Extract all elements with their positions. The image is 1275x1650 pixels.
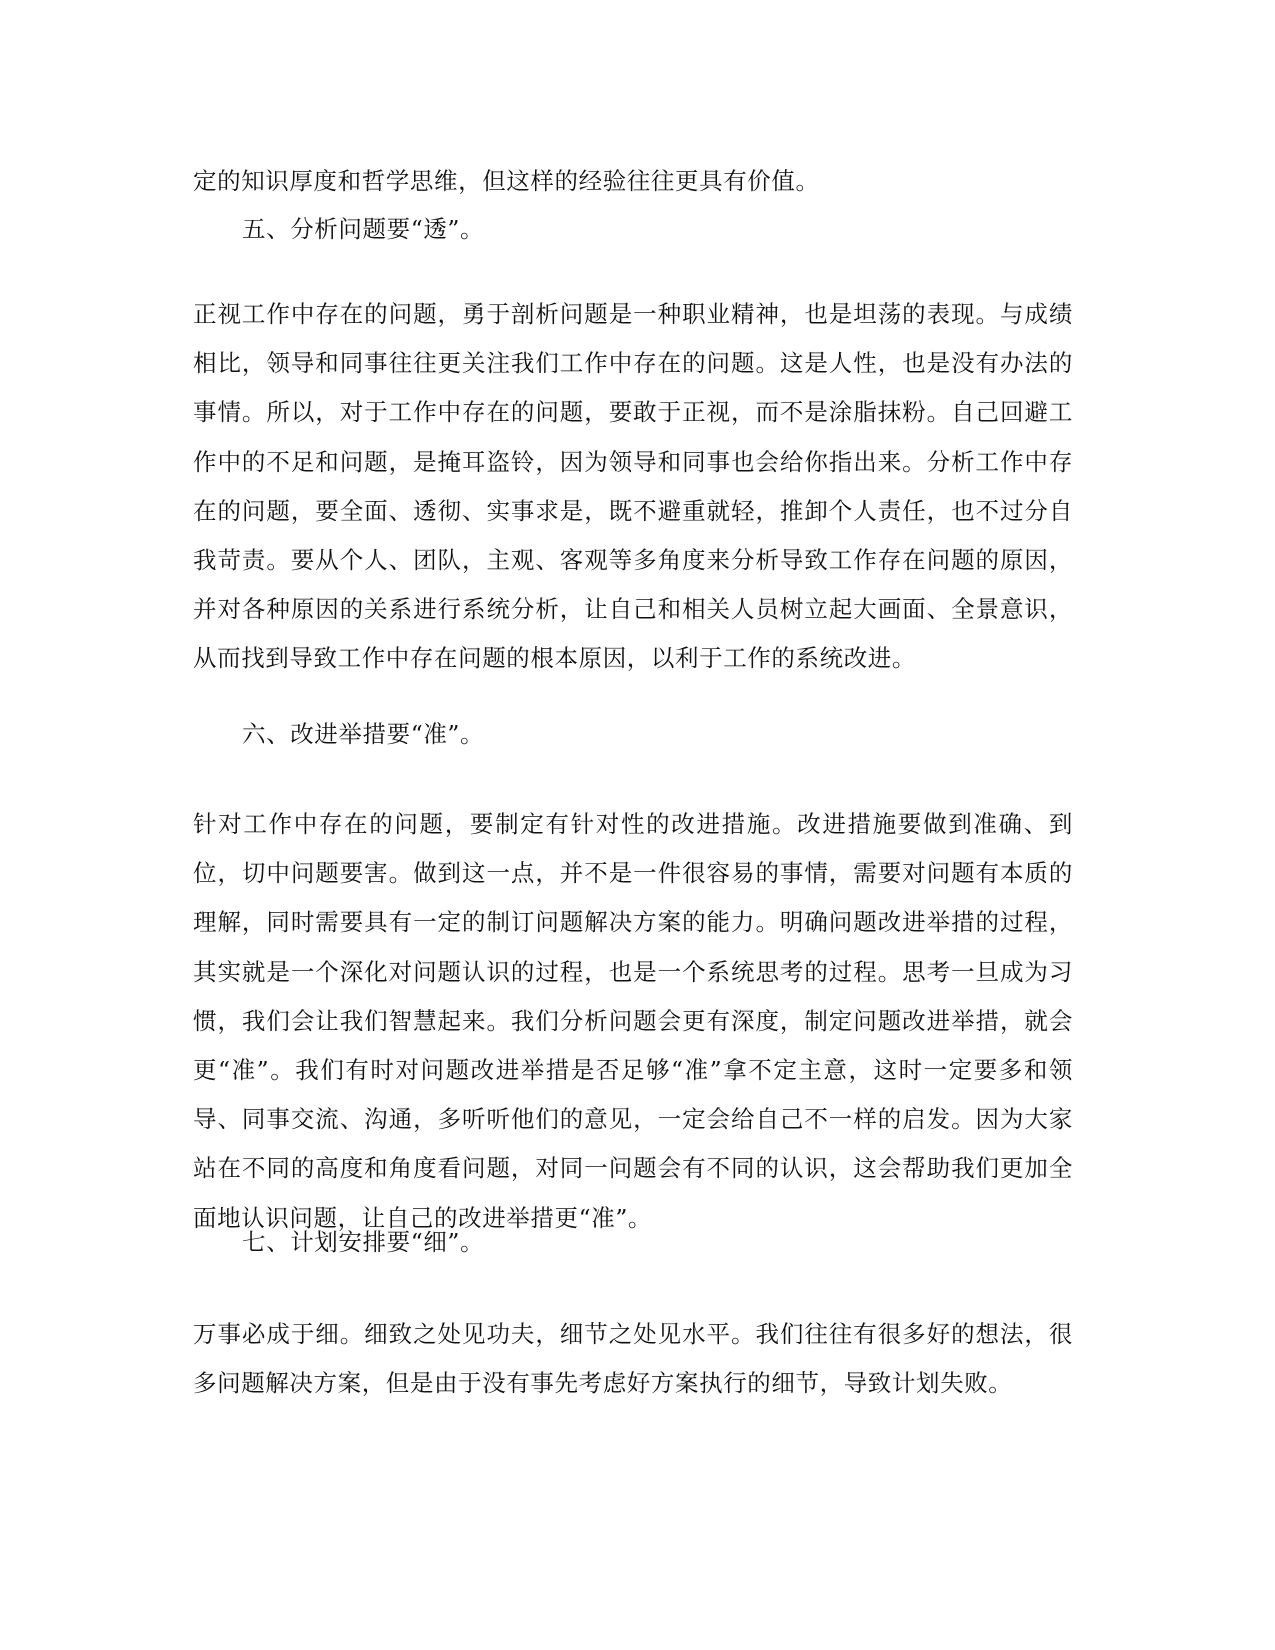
paragraph-section-5: 正视工作中存在的问题，勇于剖析问题是一种职业精神，也是坦荡的表现。与成绩相比，领导和同事往往更关注我们工作中存在的问题。这是人性，也是没有办法的事情。所以，对于工作中存在的问题，要敢于正视，而不是涂脂抹粉。自己回避工作中的不足和问题，是掩耳盗铃，因为领导和同事也会给你指出来。分析工作中存在的问题，要全面、透彻、实事求是，既不避重就轻，推卸个人责任，也不过分自我苛责。要从个人、团队，主观、客观等多角度来分析导致工作存在问题的原因，并对各种原因的关系进行系统分析，让自己和相关人员树立起大画面、全景意识，从而找到导致工作中存在问题的根本原因，以利于工作的系统改进。 — [193, 300, 1073, 673]
paragraph-continuation: 定的知识厚度和哲学思维，但这样的经验往往更具有价值。 — [193, 167, 820, 195]
paragraph-section-6: 针对工作中存在的问题，要制定有针对性的改进措施。改进措施要做到准确、到位，切中问题要害。做到这一点，并不是一件很容易的事情，需要对问题有本质的理解，同时需要具有一定的制订问题解决方案的能力。明确问题改进举措的过程，其实就是一个深化对问题认识的过程，也是一个系统思考的过程。思考一旦成为习惯，我们会让我们智慧起来。我们分析问题会更有深度，制定问题改进举措，就会更“准”。我们有时对问题改进举措是否足够“准”拿不定主意，这时一定要多和领导、同事交流、沟通，多听听他们的意见，一定会给自己不一样的启发。因为大家站在不同的高度和角度看问题，对同一问题会有不同的认识，这会帮助我们更加全面地认识问题，让自己的改进举措更“准”。 — [193, 810, 1073, 1232]
section-heading-5: 五、分析问题要“透”。 — [242, 215, 485, 243]
section-heading-7: 七、计划安排要“细”。 — [242, 1228, 485, 1256]
section-heading-6: 六、改进举措要“准”。 — [242, 720, 485, 748]
paragraph-section-7: 万事必成于细。细致之处见功夫，细节之处见水平。我们往往有很多好的想法，很多问题解决方案，但是由于没有事先考虑好方案执行的细节，导致计划失败。 — [193, 1320, 1073, 1398]
